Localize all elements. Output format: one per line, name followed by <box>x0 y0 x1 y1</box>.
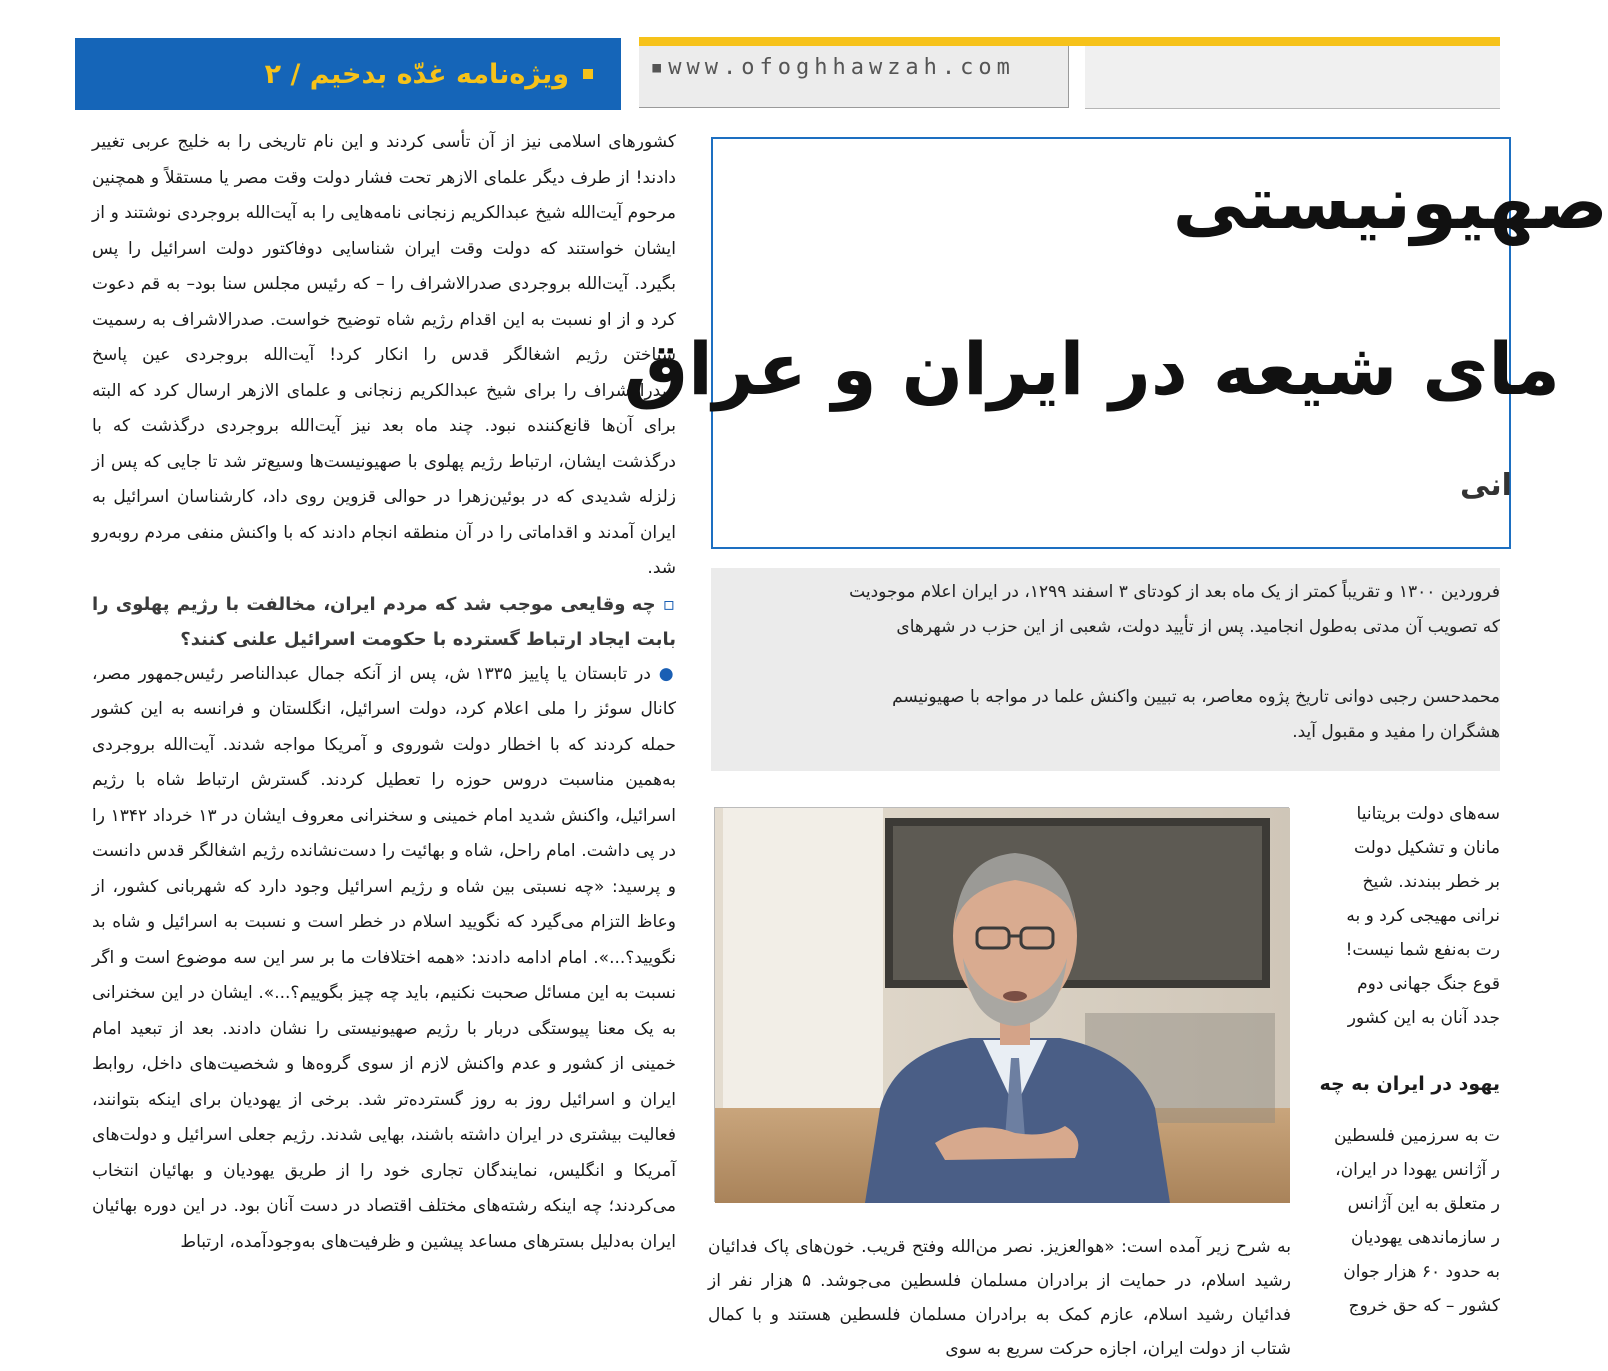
portrait-illustration <box>715 808 1290 1203</box>
headline-line-1: صهیونیستی <box>1172 160 1608 246</box>
byline: انی <box>1460 468 1512 503</box>
lead-line: فروردین ۱۳۰۰ و تقریباً کمتر از یک ماه بعد از کودتای ۳ اسفند ۱۲۹۹، در ایران اعلام موجودیت <box>849 582 1500 602</box>
body-paragraph-middle: به شرح زیر آمده است: «هوالعزیز. نصر من‌الله وفتح قریب. خون‌های پاک فدائیان رشید اسلام، در حمایت از برادران مسلمان فلسطین می‌جوشد. ۵ هزار نفر از فدائیان رشید اسلام، عازم کمک به برادران مسلمان فلسطین هستند و با کمال شتاب از دولت ایران، اجازه حرکت سریع به سوی <box>708 1237 1291 1359</box>
right-column-line: قوع جنگ جهانی دوم <box>1357 974 1500 994</box>
right-column-line: سه‌های دولت بریتانیا <box>1356 804 1500 824</box>
right-column-line: مانان و تشکیل دولت <box>1353 838 1500 858</box>
question-bullet-icon: ▫ <box>662 593 676 615</box>
right-column-line: رت به‌نفع شما نیست! <box>1345 940 1500 960</box>
header-divider <box>1085 108 1500 109</box>
site-url: ▪www.ofoghhawzah.com <box>650 55 1015 80</box>
right-column-line: کشور – که حق خروج <box>1348 1296 1500 1316</box>
paragraph: کشورهای اسلامی نیز از آن تأسی کردند و این نام تاریخی را به خلیج عربی تغییر دادند! از طرف دیگر علمای الازهر تحت فشار دولت وقت مصر یا مستقلاً و همچنین مرحوم آیت‌الله شیخ عبدالکریم زنجانی نامه‌هایی را به آیت‌الله بروجردی نوشتند و از ایشان خواستند که دولت وقت ایران شناسایی دوفاکتور دولت اسرائیل را پس بگیرد. آیت‌الله بروجردی صدرالاشراف را – که رئیس مجلس سنا بود– به قم دعوت کرد و از او نسبت به این اقدام رژیم شاه توضیح خواست. صدرالاشراف به رسمیت شناختن رژیم اشغالگر قدس را انکار کرد! آیت‌الله بروجردی عین پاسخ صدرالاشراف را برای شیخ عبدالکریم زنجانی و علمای الازهر ارسال کرد که البته برای آن‌ها قانع‌کننده نبود. چند ماه بعد نیز آیت‌الله بروجردی درگذشت که با درگذشت ایشان، ارتباط رژیم پهلوی با صهیونیست‌ها وسیع‌تر شد تا جایی که پس از زلزله شدیدی که در بوئین‌زهرا در حوالی قزوین روی داد، کارشناسان اسرائیل به ایران آمدند و اقداماتی را در آن منطقه انجام دادند که با واکنش منفی مردم روبه‌رو شد. <box>92 132 676 578</box>
left-column <box>92 125 676 1260</box>
lead-line: محمدحسن رجبی دوانی تاریخ پژوه معاصر، به تبیین واکنش علما در مواجه با صهیونیسم <box>892 687 1500 707</box>
headline-line-2: مای شیعه در ایران و عراق <box>623 327 1560 411</box>
right-column-line: ر متعلق به این آژانس <box>1347 1194 1500 1214</box>
answer-paragraph: ● در تابستان یا پاییز ۱۳۳۵ ش، پس از آنکه جمال عبدالناصر رئیس‌جمهور مصر، کانال سوئز را ملی اعلام کرد، دولت اسرائیل، انگلستان و فرانسه به این کشور حمله کردند که با اخطار دولت شوروی و آمریکا مواجه شدند. آیت‌الله بروجردی به‌همین مناسبت دروس حوزه را تعطیل کردند. گسترش ارتباط شاه با رژیم اسرائیل، واکنش شدید امام خمینی و سخنرانی معروف ایشان در ۱۳ خرداد ۱۳۴۲ را در پی داشت. امام راحل، شاه و بهائیت را دست‌نشانده رژیم اشغالگر قدس دانست و پرسید: «چه نسبتی بین شاه و رژیم اسرائیل وجود دارد که شهربانی کشور، از وعاظ التزام می‌گیرد که نگویید اسلام در خطر است و نسبت به اسرائیل و شاه بد نگویید؟...». امام ادامه دادند: «همه اختلافات ما بر سر این سه موضوع است و اگر نسبت به این مسائل صحبت نکنیم، باید چه چیز بگوییم؟...». ایشان در این سخنرانی به یک معنا پیوستگی دربار با رژیم صهیونیستی را نشان دادند. بعد از تبعید امام خمینی از کشور و عدم واکنش لازم از سوی گروه‌ها و شخصیت‌های داخل، روابط ایران و اسرائیل روز به روز گسترده‌تر شد. برخی از یهودیان برای اینکه بتوانند، فعالیت بیشتری در ایران داشته باشند، بهایی شدند. رژیم جعلی اسرائیل و دولت‌های آمریکا و انگلیس، نمایندگان تجاری خود را از طریق یهودیان و بهائیان انتخاب می‌کردند؛ چه اینکه رشته‌های مختلف اقتصاد در دست آنان بود. در این دوره بهائیان ایران به‌دلیل بسترهای مساعد پیشین و ظرفیت‌های به‌وجودآمده، ارتباط <box>92 663 677 1252</box>
lead-line: هشگران را مفید و مقبول آید. <box>1292 722 1500 742</box>
square-bullet-icon <box>583 69 593 79</box>
right-column-line: بر خطر ببندند. شیخ <box>1362 872 1500 892</box>
right-column-line: جدد آنان به این کشور <box>1347 1008 1500 1028</box>
right-column-line: ت به سرزمین فلسطین <box>1333 1126 1500 1146</box>
right-column-heading: یهود در ایران به چه <box>1319 1073 1500 1095</box>
header-panel <box>1085 46 1500 108</box>
right-column-line: ر آژانس یهودا در ایران، <box>1335 1160 1500 1180</box>
right-column-line: نرانی مهیجی کرد و به <box>1346 906 1500 926</box>
interview-question: ▫ چه وقایعی موجب شد که مردم ایران، مخالفت با رژیم پهلوی را بابت ایجاد ارتباط گسترده با حکومت اسرائیل علنی کنند؟ <box>92 593 676 650</box>
right-column <box>1319 797 1500 1323</box>
section-title: ویژه‌نامه غدّه بدخیم / ۲ <box>264 58 569 90</box>
answer-bullet-icon: ● <box>658 663 677 684</box>
right-column-line: به حدود ۶۰ هزار جوان <box>1343 1262 1500 1282</box>
header-rule <box>639 37 1500 46</box>
lead-line: که تصویب آن مدتی به‌طول انجامید. پس از تأیید دولت، شعبی از این حزب در شهرهای <box>896 617 1500 637</box>
interviewee-photo <box>714 807 1289 1202</box>
section-header <box>75 38 621 110</box>
lead-text <box>720 575 1500 750</box>
right-column-line: ر سازماندهی یهودیان <box>1350 1228 1500 1248</box>
